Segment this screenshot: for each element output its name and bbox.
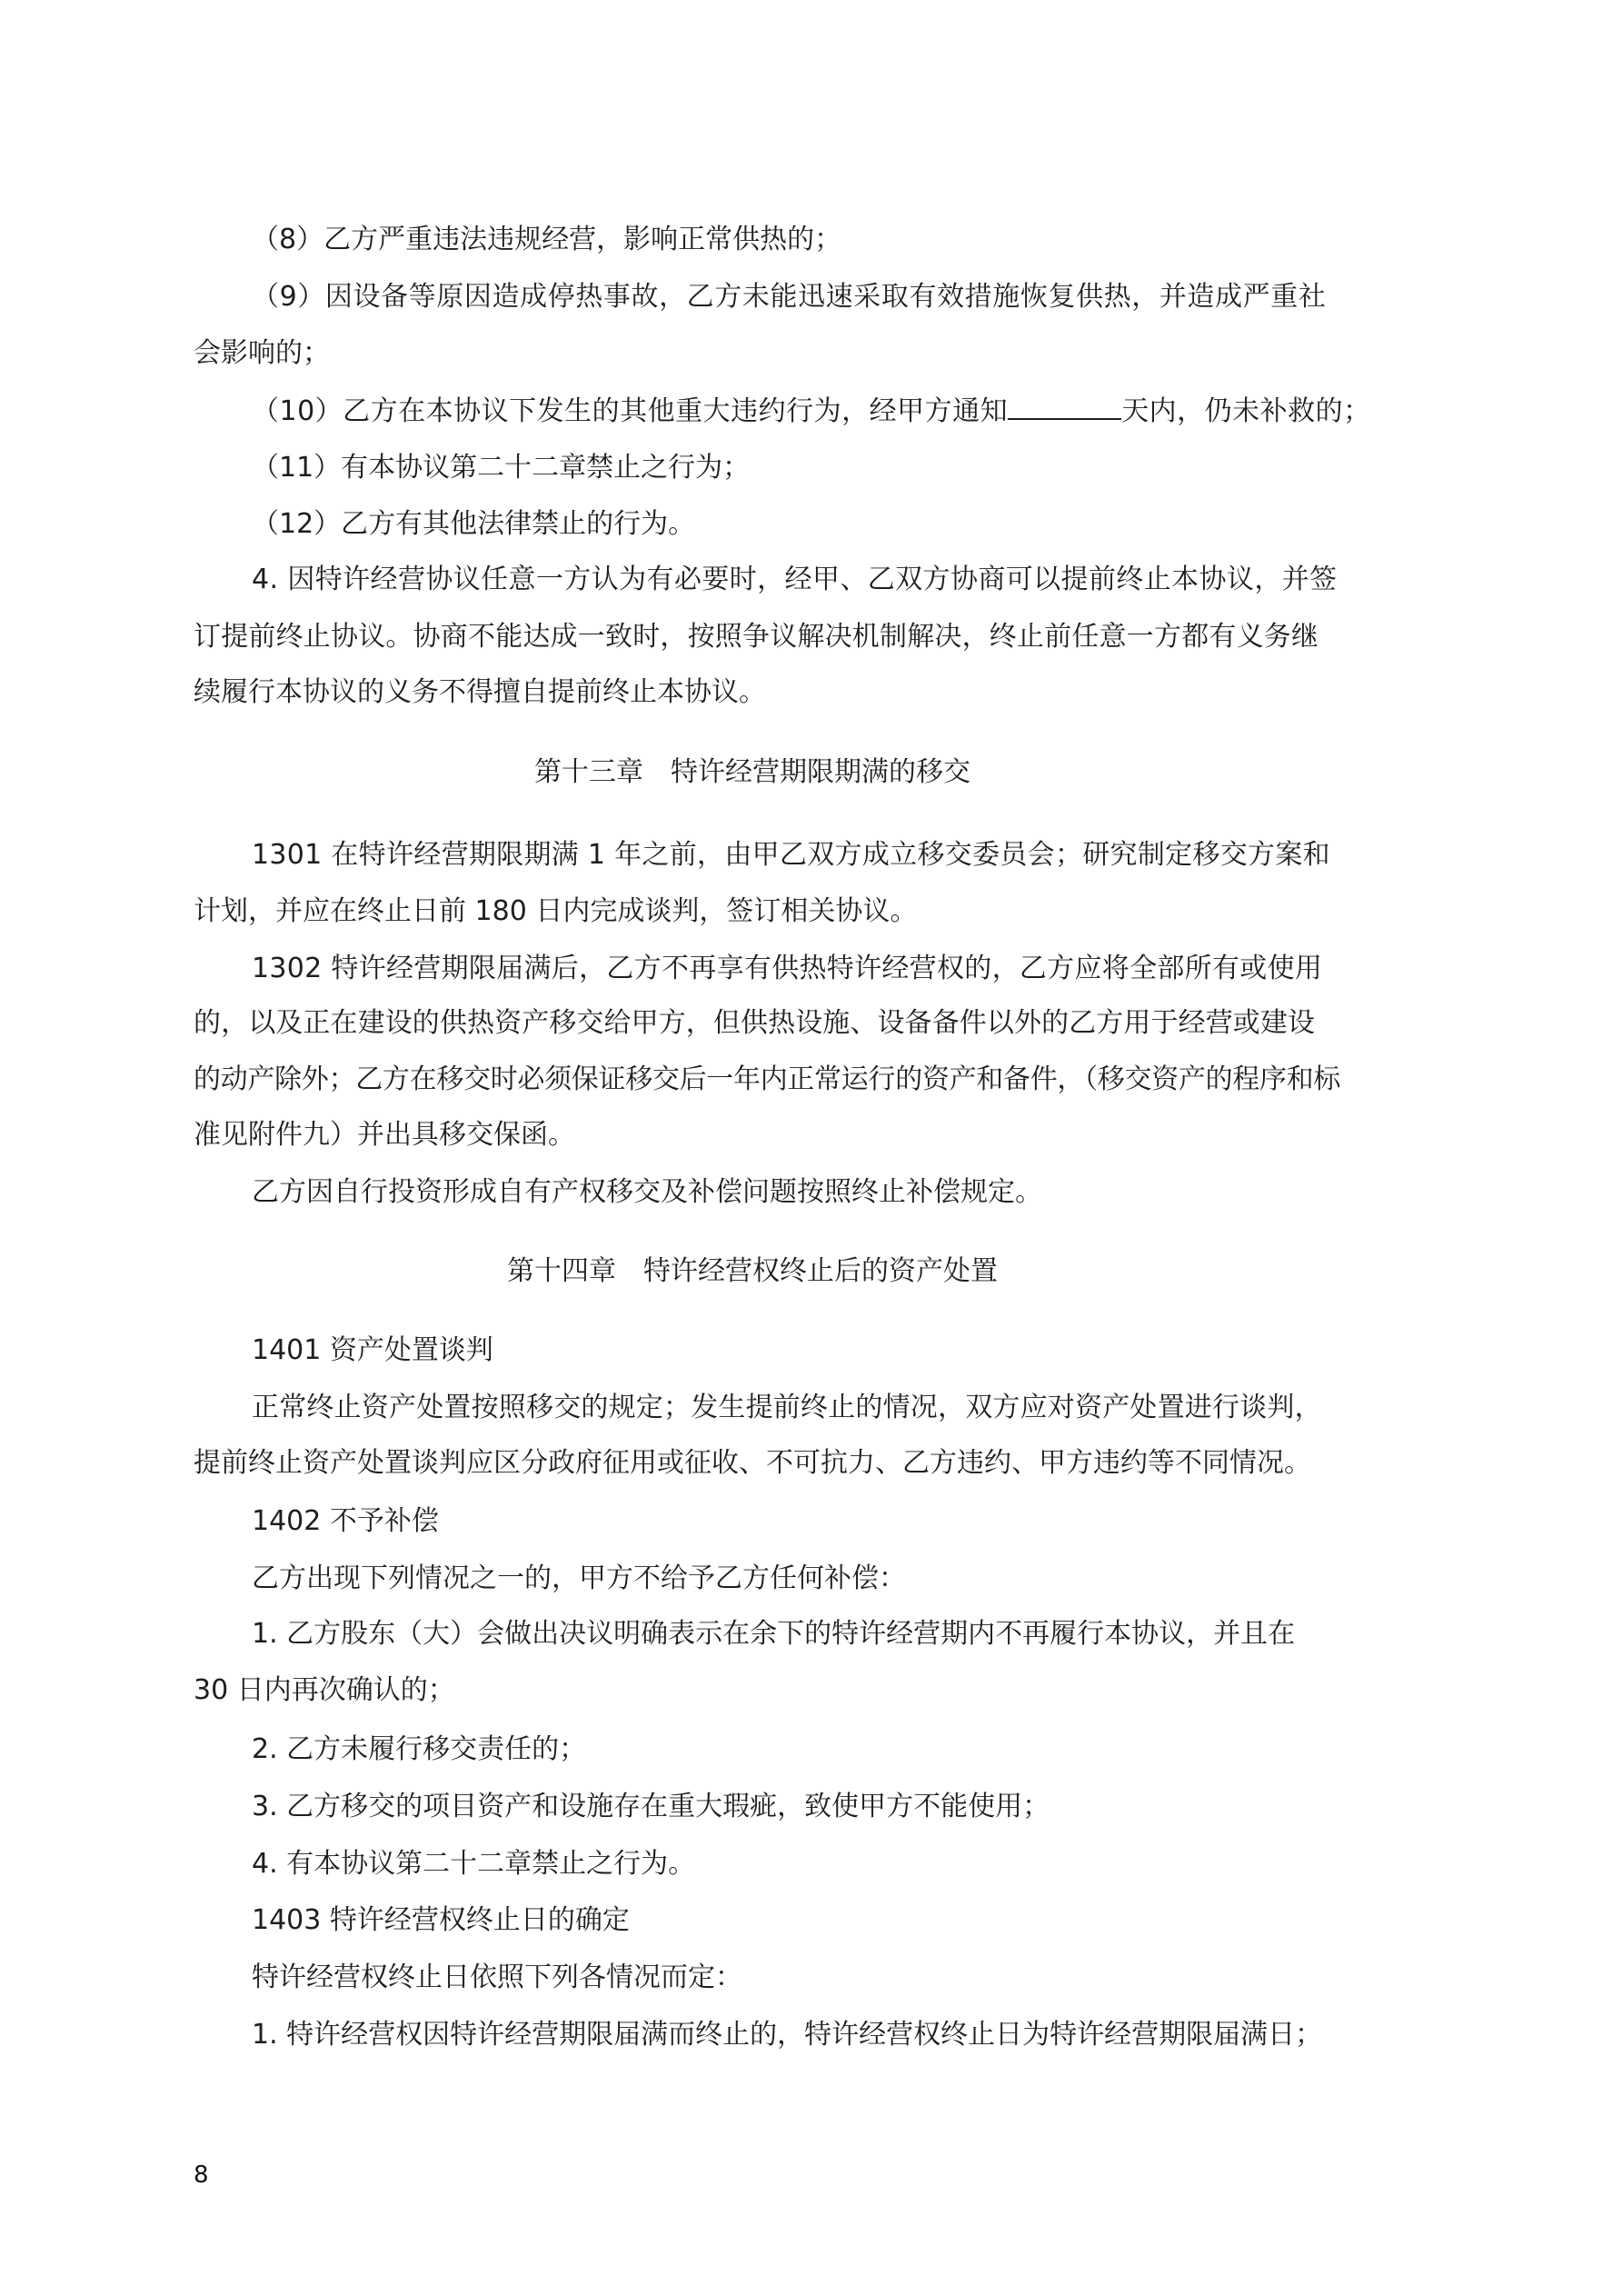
article-1401-title: 1401 资产处置谈判 <box>252 1334 493 1366</box>
clause-9-continued: 会影响的； <box>194 337 330 369</box>
self-investment-paragraph: 乙方因自行投资形成自有产权移交及补偿问题按照终止补偿规定。 <box>252 1176 1042 1208</box>
article-1302-line-2: 的，以及正在建设的供热资产移交给甲方，但供热设施、设备备件以外的乙方用于经营或建设 <box>194 1007 1316 1039</box>
fill-in-blank-days <box>1008 394 1121 420</box>
article-1301-line-2: 计划，并应在终止日前 180 日内完成谈判，签订相关协议。 <box>194 895 918 927</box>
clause-10 <box>252 394 1429 430</box>
article-1402-item-1-line-2: 30 日内再次确认的； <box>194 1674 455 1706</box>
article-1403-intro: 特许经营权终止日依照下列各情况而定： <box>252 1962 742 1993</box>
article-1402-item-3: 3. 乙方移交的项目资产和设施存在重大瑕疵，致使甲方不能使用； <box>252 1791 1050 1822</box>
article-1403-item-1: 1. 特许经营权因特许经营期限届满而终止的，特许经营权终止日为特许经营期限届满日； <box>252 2019 1323 2051</box>
article-1403-title: 1403 特许经营权终止日的确定 <box>252 1904 630 1936</box>
article-1302-line-3: 的动产除外；乙方在移交时必须保证移交后一年内正常运行的资产和备件，（移交资产的程序和标 <box>194 1063 1341 1095</box>
article-1402-item-2: 2. 乙方未履行移交责任的； <box>252 1733 587 1765</box>
article-1401-line-1: 正常终止资产处置按照移交的规定；发生提前终止的情况，双方应对资产处置进行谈判， <box>252 1392 1322 1423</box>
paragraph-4-line-3: 续履行本协议的义务不得擅自提前终止本协议。 <box>194 676 766 708</box>
chapter-13-heading: 第十三章 特许经营期限期满的移交 <box>534 756 970 788</box>
article-1402-item-4: 4. 有本协议第二十二章禁止之行为。 <box>252 1848 696 1880</box>
page-number: 8 <box>194 2161 209 2189</box>
article-1302-line-4: 准见附件九）并出具移交保函。 <box>194 1119 575 1151</box>
clause-11: （11）有本协议第二十二章禁止之行为； <box>252 452 751 484</box>
article-1402-title: 1402 不予补偿 <box>252 1505 439 1537</box>
clause-10-text-before-blank: （10）乙方在本协议下发生的其他重大违约行为，经甲方通知 <box>252 395 1009 427</box>
article-1402-item-1-line-1: 1. 乙方股东（大）会做出决议明确表示在余下的特许经营期内不再履行本协议，并且在 <box>252 1618 1296 1650</box>
article-1402-intro: 乙方出现下列情况之一的，甲方不给予乙方任何补偿： <box>252 1562 906 1594</box>
paragraph-4-line-1: 4. 因特许经营协议任意一方认为有必要时，经甲、乙双方协商可以提前终止本协议，并签 <box>252 564 1338 595</box>
article-1302-line-1: 1302 特许经营期限届满后，乙方不再享有供热特许经营权的，乙方应将全部所有或使用 <box>252 953 1323 984</box>
clause-8: （8）乙方严重违法违规经营，影响正常供热的； <box>252 224 842 255</box>
article-1301-line-1: 1301 在特许经营期限期满 1 年之前，由甲乙双方成立移交委员会；研究制定移交方案和 <box>252 839 1330 871</box>
paragraph-4-line-2: 订提前终止协议。协商不能达成一致时，按照争议解决机制解决，终止前任意一方都有义务继 <box>194 621 1319 653</box>
clause-9: （9）因设备等原因造成停热事故，乙方未能迅速采取有效措施恢复供热，并造成严重社 <box>252 281 1327 313</box>
article-1401-line-2: 提前终止资产处置谈判应区分政府征用或征收、不可抗力、乙方违约、甲方违约等不同情况。 <box>194 1447 1311 1479</box>
clause-12: （12）乙方有其他法律禁止的行为。 <box>252 508 696 540</box>
clause-10-text-after-blank: 天内，仍未补救的； <box>1121 395 1371 427</box>
chapter-14-heading: 第十四章 特许经营权终止后的资产处置 <box>507 1255 998 1287</box>
